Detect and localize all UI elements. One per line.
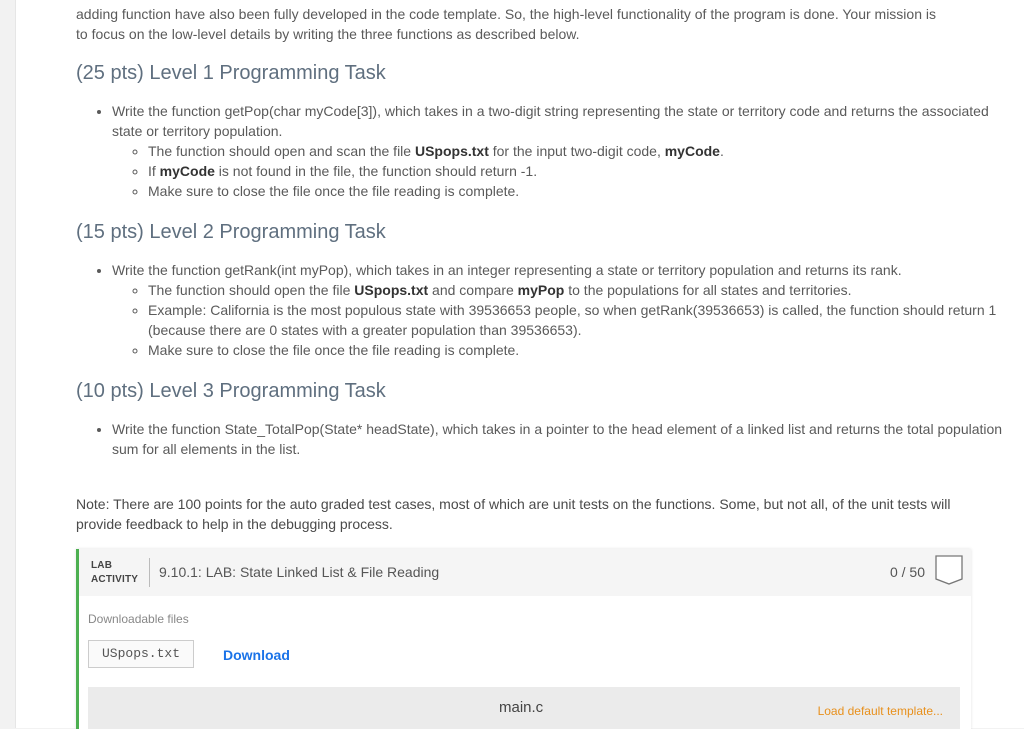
sub-bold: USpops.txt bbox=[354, 282, 429, 298]
sub-text: Make sure to close the file once the file reading is complete. bbox=[148, 183, 520, 199]
sub-bold: USpops.txt bbox=[414, 143, 489, 159]
sub-text: If bbox=[148, 163, 160, 179]
task-2-sub-1 bbox=[148, 280, 1007, 300]
task-3-title: (10 pts) Level 3 Programming Task bbox=[76, 380, 386, 402]
sub-text: is not found in the file, the function should return -1. bbox=[214, 163, 538, 179]
sub-bold: myPop bbox=[517, 282, 565, 298]
load-default-template-link[interactable]: Load default template... bbox=[817, 704, 943, 718]
task-2-sublist bbox=[112, 280, 1007, 360]
task-1-sub-2 bbox=[148, 161, 1007, 181]
task-1-sub-1 bbox=[148, 141, 1007, 161]
task-2-title: (15 pts) Level 2 Programming Task bbox=[76, 221, 386, 243]
intro-text bbox=[76, 4, 966, 44]
lab-score: 0 / 50 bbox=[889, 564, 925, 580]
sub-text: . bbox=[719, 143, 724, 159]
sub-text: The function should open and scan the file bbox=[148, 143, 415, 159]
sub-text: to the populations for all states and territories. bbox=[564, 282, 852, 298]
sub-bold: myCode bbox=[159, 163, 215, 179]
task-1-sublist bbox=[112, 141, 1007, 201]
completion-badge-icon bbox=[935, 555, 963, 585]
task-3-bullet bbox=[112, 419, 1007, 459]
lab-tag-line-2: ACTIVITY bbox=[91, 574, 139, 585]
lab-header-divider bbox=[149, 558, 150, 587]
page bbox=[16, 0, 1024, 728]
task-2-sub-2 bbox=[148, 300, 1007, 340]
editor-file-name: main.c bbox=[499, 699, 544, 716]
task-2-bullet bbox=[112, 260, 1007, 360]
task-1-sub-3 bbox=[148, 181, 1007, 201]
lab-tag-line-1: LAB bbox=[91, 560, 113, 571]
intro-line-2: to focus on the low-level details by writing the three functions as described below. bbox=[76, 26, 580, 42]
lab-title: 9.10.1: LAB: State Linked List & File Reading bbox=[159, 564, 440, 580]
task-2-sub-3 bbox=[148, 340, 1007, 360]
sub-text: Example: California is the most populous state with 39536653 people, so when getRank(39536653) is called, the function should return 1 (because there are 0 states with a greater population than 39536653). bbox=[148, 302, 997, 338]
downloadable-files-label: Downloadable files bbox=[88, 612, 189, 626]
intro-line-1: adding function have also been fully developed in the code template. So, the high-level functionality of the program is done. Your mission is bbox=[76, 6, 936, 22]
task-2-bullet-text: Write the function getRank(int myPop), which takes in an integer representing a state or territory population and returns its rank. bbox=[112, 262, 902, 278]
sub-text: and compare bbox=[428, 282, 518, 298]
task-1-title: (25 pts) Level 1 Programming Task bbox=[76, 62, 386, 84]
sub-bold: myCode bbox=[664, 143, 720, 159]
lab-activity-panel bbox=[76, 549, 971, 729]
download-link[interactable]: Download bbox=[223, 647, 290, 663]
editor-toolbar bbox=[88, 687, 960, 729]
file-chip-uspops[interactable]: USpops.txt bbox=[88, 640, 194, 668]
grading-note: Note: There are 100 points for the auto graded test cases, most of which are unit tests on the functions. Some, but not all, of the unit tests will provide feedback to help in the debugging process. bbox=[76, 496, 951, 532]
lab-header bbox=[79, 549, 971, 596]
sub-text: for the input two-digit code, bbox=[488, 143, 665, 159]
sub-text: The function should open the file bbox=[148, 282, 355, 298]
task-3-list bbox=[76, 419, 1007, 459]
sub-text: Make sure to close the file once the file reading is complete. bbox=[148, 342, 520, 358]
task-2-list bbox=[76, 260, 1007, 360]
lab-activity-tag bbox=[91, 559, 138, 587]
task-1-list bbox=[76, 101, 1007, 201]
task-3-bullet-text: Write the function State_TotalPop(State* headState), which takes in a pointer to the head element of a linked list and returns the total population sum for all elements in the list. bbox=[112, 421, 1003, 457]
task-1-bullet-text: Write the function getPop(char myCode[3]), which takes in a two-digit string representing the state or territory code and returns the associated state or territory population. bbox=[112, 103, 989, 139]
task-1-bullet bbox=[112, 101, 1007, 201]
